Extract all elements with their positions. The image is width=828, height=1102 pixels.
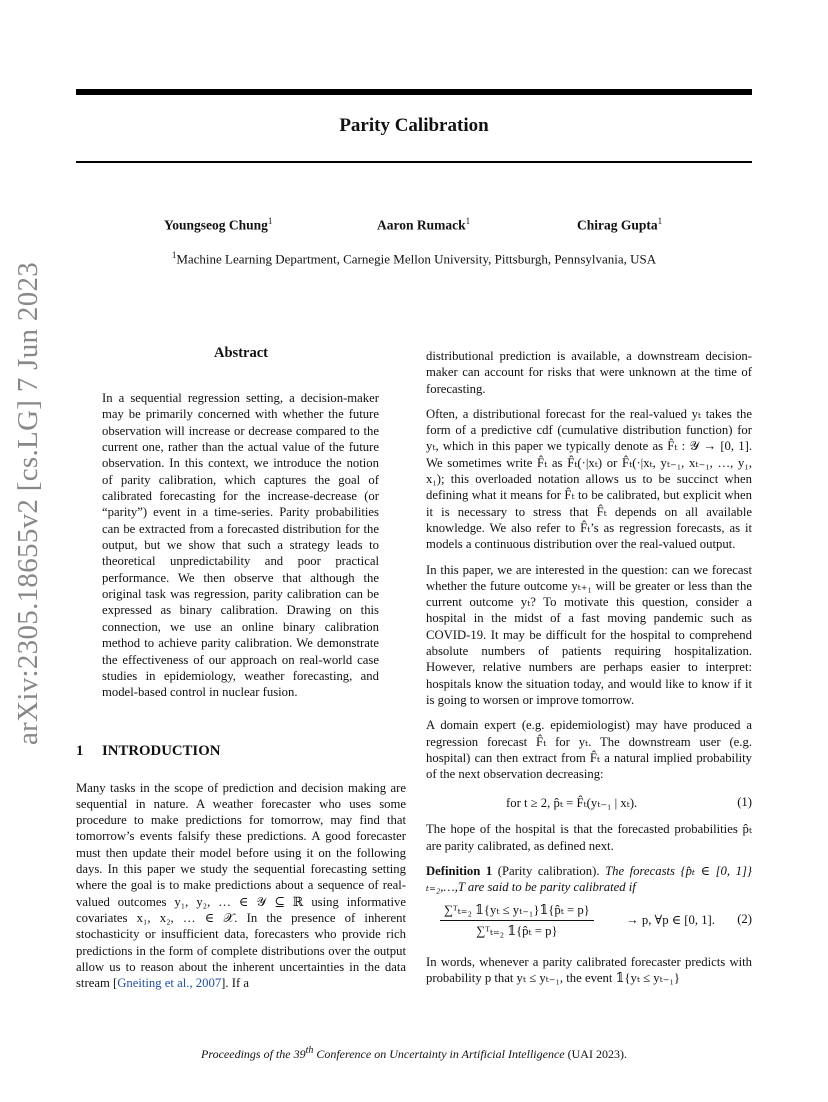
equation-2-fraction: $\frac{\text{∑ᵀₜ₌₂ 𝟙\{yₜ ≤ yₜ₋₁\}𝟙\{p̂ₜ = p\}}}{\text{∑ᵀₜ₌₂ 𝟙\{p̂ₜ = p\}}}$ xyxy=(440,902,594,939)
abstract-text: In a sequential regression setting, a decision-maker may be primarily concerned with whether the future observation will increase or decrease compared to the current one, rather than the actual value of the future observation. In this context, we introduce the notion of parity calibration, which captures the goal of calibrated forecasting for the increase-decrease (or “parity”) event in a time-series. Parity probabilities can be extracted from a forecasted distribution for the output, but we show that such a strategy leads to theoretical unpredictability and poor practical performance. We then observe that although the original task was regression, parity calibration can be expressed as binary calibration. Drawing on this connection, we use an online binary calibration method to achieve parity calibration. We demonstrate the effectiveness of our approach on real-world case studies in epidemiology, weather forecasting, and model-based control in nuclear fusion. xyxy=(102,391,379,700)
equation-2: $\frac{\text{∑ᵀₜ₌₂ 𝟙\{yₜ ≤ yₜ₋₁\}𝟙\{p̂ₜ = p\}}}{\text{∑ᵀₜ₌₂ 𝟙\{p̂ₜ = p\}}}$ → p, ∀p ∈ [0, 1]. (2) xyxy=(426,902,752,944)
proceedings-footer: Proceedings of the 39th Conference on Uncertainty in Artificial Intelligence (UAI 2023). xyxy=(201,1045,627,1061)
citation-link[interactable]: Gneiting et al., 2007 xyxy=(117,976,222,991)
paragraph-2: Often, a distributional forecast for the real-valued yₜ takes the form of a predictive cdf (cumulative distribution function) for yₜ, which in this paper we typically denote as F̂ₜ : 𝒴 → [0, 1]. We sometimes write F̂ₜ as F̂ₜ(·|xₜ) or F̂ₜ(·|xₜ, yₜ₋₁, xₜ₋₁, …, y₁, x₁); this overloaded notation allows us to be succinct when defining what it means for F̂ₜ to be calibrated, but explicit when it is necessary to stress that F̂ₜ depends on all available knowledge. We also refer to F̂ₜ’s as regression forecasts, as it models a continuous distribution over the real-valued output. xyxy=(426,406,752,552)
paragraph-4: A domain expert (e.g. epidemiologist) may have produced a regression forecast F̂ₜ for yₜ. The downstream user (e.g. hospital) can then extract from F̂ₜ a natural implied probability of the next observation decreasing: xyxy=(426,718,752,782)
paper-title: Parity Calibration xyxy=(339,115,489,136)
paragraph-6: In words, whenever a parity calibrated forecaster predicts with probability p that yₜ ≤ yₜ₋₁, the event 𝟙{yₜ ≤ yₜ₋₁} xyxy=(426,954,752,985)
intro-heading: 1 INTRODUCTION xyxy=(76,742,221,759)
arxiv-stamp: arXiv:2305.18655v2 [cs.LG] 7 Jun 2023 xyxy=(12,261,44,745)
equation-1: for t ≥ 2, p̂ₜ = F̂ₜ(yₜ₋₁ | xₜ). (1) xyxy=(506,795,752,811)
title-rule xyxy=(76,161,752,163)
affiliation: $^1$Machine Learning Department, Carnegie Mellon University, Pittsburgh, Pennsylvania, USA xyxy=(171,250,657,267)
right-column xyxy=(426,348,752,995)
paragraph-3: In this paper, we are interested in the question: can we forecast whether the future outcome yₜ₊₁ will be greater or less than the current outcome yₜ? To motivate this question, consider a hospital in the midst of a fast moving pandemic such as COVID-19. It may be difficult for the hospital to comprehend absolute numbers of patients requiring hospitalization. However, relative numbers are perhaps easier to interpret: hospitals know the situation today, and would like to know if it is going to worsen or improve tomorrow. xyxy=(426,562,752,707)
intro-paragraph: Many tasks in the scope of prediction and decision making are sequential in nature. A weather forecaster who uses some procedure to make predictions for tomorrow, may find that tomorrow’s events falsify these predictions. A good forecaster must then update their model before using it on the following days. In this paper we study the sequential forecasting setting where the goal is to make predictions about a sequence of real-valued outcomes y₁, y₂, … ∈ 𝒴 ⊆ ℝ using informative covariates x₁, x₂, … ∈ 𝒳. In the presence of inherent stochasticity or insufficient data, forecasters who provide rich predictions in the form of complete distributions over the output allow us to reason about the inherent uncertainties in the data stream [Gneiting et al., 2007]. If a xyxy=(76,780,406,991)
abstract-heading: Abstract xyxy=(214,345,268,361)
author-1: Youngseog Chung$^1$ xyxy=(164,216,273,233)
author-2: Aaron Rumack$^1$ xyxy=(377,216,471,233)
definition-1: Definition 1 (Parity calibration). The forecasts {p̂ₜ ∈ [0, 1]}ₜ₌₂,…,T are said to be parity calibrated if xyxy=(426,864,752,895)
paragraph-5: The hope of the hospital is that the forecasted probabilities p̂ₜ are parity calibrated, as defined next. xyxy=(426,822,752,853)
left-column xyxy=(76,340,406,991)
top-rule xyxy=(76,89,752,95)
paragraph-1: distributional prediction is available, a downstream decision-maker can account for risks that were unknown at the time of forecasting. xyxy=(426,349,752,396)
author-3: Chirag Gupta$^1$ xyxy=(577,216,663,233)
